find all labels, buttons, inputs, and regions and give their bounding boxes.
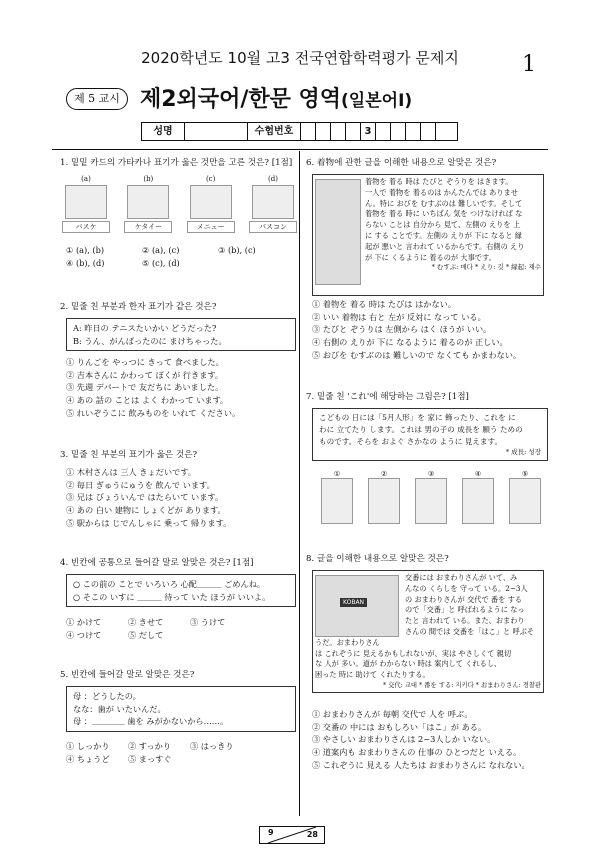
carp-streamer-image xyxy=(321,478,353,524)
option[interactable]: ④ 右側の えりが 下に なるように 着るのが 正しい。 xyxy=(312,337,508,348)
option[interactable]: ④ あの 話の ことは よく わかって います。 xyxy=(66,395,229,406)
q7-picture[interactable] xyxy=(412,470,450,524)
q8-passage-box xyxy=(312,570,544,693)
option[interactable]: ③ 先週 デパートで 友だちに あいました。 xyxy=(66,382,224,393)
card-text: ケタイー xyxy=(124,221,172,233)
gate-image xyxy=(368,478,400,524)
name-label: 성명 xyxy=(142,123,185,140)
exam-number-box[interactable] xyxy=(301,123,316,140)
option-number: ② xyxy=(380,470,388,478)
ema-image xyxy=(415,478,447,524)
current-page: 9 xyxy=(268,828,274,837)
q3-question: 3. 밑줄 친 부분의 표기가 옳은 것은? xyxy=(60,450,198,460)
option-number: ① xyxy=(333,470,341,478)
option[interactable]: ④ (b), (d) xyxy=(66,257,105,268)
q1-question: 1. 밑밑 카드의 가타카나 표기가 옳은 것만을 고른 것은? [1점] xyxy=(60,158,293,168)
exam-number-box[interactable] xyxy=(391,123,406,140)
option[interactable]: ⑤ まっすぐ xyxy=(128,753,172,764)
passage-line: ものです。そらを およぐ さかなの ように 見えます。 xyxy=(319,436,503,446)
page-counter xyxy=(259,826,325,844)
q1-card xyxy=(249,175,297,233)
q5-dialog-box xyxy=(66,686,296,732)
exam-title: 2020학년도 10월 고3 전국연합학력평가 문제지 xyxy=(141,49,459,67)
exam-number-box[interactable] xyxy=(316,123,331,140)
option[interactable]: ① かけて xyxy=(66,617,102,627)
passage-line: らない ことは 自分から 見て、左側の えりを 上 xyxy=(365,220,521,230)
option[interactable]: ② (a), (c) xyxy=(142,245,180,255)
passage-line: さんの 間では 交番を「はこ」と 呼ぶそうだ。おまわりさん xyxy=(315,626,535,647)
passage-line: 着物を 着る 時は たびと ぞうりを はきます。 xyxy=(365,177,513,186)
option[interactable]: ⑤ おびを むすぶのは 難しいので なくても かまわない。 xyxy=(312,349,522,360)
column-divider xyxy=(299,151,300,816)
page-number: 1 xyxy=(522,52,536,77)
option[interactable]: ⑤ だして xyxy=(128,629,164,640)
passage-line: 起が 悪いと 言われて いるからです。右側の えり xyxy=(365,241,525,251)
period-badge: 제 5 교시 xyxy=(66,88,128,110)
menu-icon xyxy=(190,185,232,219)
q2-dialog-box xyxy=(66,318,296,351)
passage-line: たと 言われて いる。また、おまわり xyxy=(405,616,525,626)
q7-picture[interactable] xyxy=(506,470,544,524)
exam-number-digit: 3 xyxy=(361,123,376,140)
option[interactable]: ④ ちょうど xyxy=(66,753,110,764)
dialog-line: 母 ：どうしたの。 xyxy=(73,691,141,701)
passage-line: こどもの 日には「5月人形」を 家に 飾ったり、これを に xyxy=(319,413,516,422)
option[interactable]: ④ つけて xyxy=(66,629,102,640)
q2-question: 2. 밑줄 친 부분과 한자 표기가 같은 것은? xyxy=(60,302,217,312)
subject-title xyxy=(140,82,412,113)
vocab-note: * 交代: 교대 * 番を する: 지키다 * おまわりさん: 경찰관 xyxy=(382,681,541,689)
header-rule xyxy=(52,149,548,150)
exam-number-box[interactable] xyxy=(331,123,346,140)
card-text: メニュー xyxy=(187,221,235,233)
option[interactable]: ② 吉本さんに かわって ぼくが 行きます。 xyxy=(66,369,224,380)
phone-icon xyxy=(127,185,169,219)
option[interactable]: ② きせて xyxy=(128,617,164,627)
passage-line: 一人で 着物を 着るのは かんたんでは ありませ xyxy=(365,187,518,197)
q6-options xyxy=(312,298,548,362)
q2-options xyxy=(66,356,296,420)
dialog-line: B: うん、がんばったのに まけちゃった。 xyxy=(73,335,227,346)
option[interactable]: ② 交番の 中には おもしろい「はこ」が ある。 xyxy=(312,721,487,732)
option[interactable]: ② すっかり xyxy=(128,741,172,751)
passage-line: ん。特に おびを むすぶのは 難しいです。そして xyxy=(365,198,523,208)
passage-line: わに 立てたり します。これは 男の子の 成長を 願う ための xyxy=(319,424,523,434)
q6-passage-box xyxy=(312,174,544,296)
laptop-icon xyxy=(252,185,294,219)
q1-cards xyxy=(62,175,297,233)
q1-card xyxy=(62,175,110,233)
passage-line: が 下に くるように 着るのが 大事です。 xyxy=(365,252,496,262)
option[interactable]: ① おまわりさんが 毎朝 交代で 人を 呼ぶ。 xyxy=(312,709,473,719)
vocab-note: * むすぶ: 매다 * えり: 깃 * 縁起: 재수 xyxy=(431,263,541,272)
q4-options xyxy=(66,616,296,641)
passage-line: な 人が 多い。道が わからない 時は 案内して くれるし、 xyxy=(315,659,502,669)
card-label: (c) xyxy=(205,175,216,183)
koban-sign: KOBAN xyxy=(340,598,367,607)
q4-sentence-box xyxy=(66,574,296,607)
wind-chime-image xyxy=(509,478,541,524)
option[interactable]: ③ はっきり xyxy=(190,741,234,751)
sentence-line: ○ この前の ことで いろいろ 心配＿＿＿ ごめんね。 xyxy=(73,579,266,589)
exam-number-box[interactable] xyxy=(421,123,436,140)
option[interactable]: ③ たびと ぞうりは 左側から はく ほうが いい。 xyxy=(312,324,492,335)
option[interactable]: ① (a), (b) xyxy=(66,245,105,255)
option[interactable]: ① 着物を 着る 時は たびは はかない。 xyxy=(312,299,457,309)
card-label: (d) xyxy=(268,175,278,183)
option[interactable]: ⑤ これぞうに 見える 人たちは おまわりさんに なれない。 xyxy=(312,759,530,770)
q3-options xyxy=(66,466,296,530)
q7-passage-box xyxy=(312,408,548,461)
option[interactable]: ③ 兄は びょういんで はたらいて います。 xyxy=(66,492,224,503)
passage-line: 着物を 着る 時に いちばん 気を つけなければ な xyxy=(365,209,523,219)
passage-line: は これぞうに 見えるかもしれないが、実は やさしくて 親切 xyxy=(315,648,512,658)
q1-card xyxy=(187,175,235,233)
q7-picture-options xyxy=(318,470,544,524)
subject-sub: (일본어Ⅰ) xyxy=(341,91,413,111)
option[interactable]: ③ うけて xyxy=(190,617,226,627)
q8-options xyxy=(312,708,548,772)
sentence-line: ○ そこの いすに ＿＿＿ 待って いた ほうが いいよ。 xyxy=(73,591,271,602)
option-number: ④ xyxy=(474,470,482,478)
subject-main: 제2외국어/한문 영역 xyxy=(140,87,342,112)
card-label: (a) xyxy=(81,175,91,183)
exam-number-box[interactable] xyxy=(406,123,421,140)
option[interactable]: ⑤ れいぞうこに 飲みものを いれて ください。 xyxy=(66,407,241,418)
q5-question: 5. 빈칸에 들어갈 말로 알맞은 것은? xyxy=(60,670,195,680)
option-number: ③ xyxy=(427,470,435,478)
q7-picture[interactable] xyxy=(459,470,497,524)
card-text: バスケ xyxy=(62,221,110,233)
q6-question: 6. 着物에 관한 글을 이해한 내용으로 알맞은 것은? xyxy=(306,158,497,168)
passage-line: ので「交番」と 呼ばれるように なっ xyxy=(405,605,525,615)
dialog-line: なな：歯が いたいんだ。 xyxy=(73,703,166,714)
option[interactable]: ⑤ 駅からは じでんしゃに 乗って 帰ります。 xyxy=(66,517,232,528)
q7-picture[interactable] xyxy=(365,470,403,524)
exam-number-box[interactable] xyxy=(346,123,361,140)
passage-line: の おまわりさんが 交代で 番を する xyxy=(405,594,522,604)
koban-police-image xyxy=(315,575,399,637)
dialog-line: A: 昨日の テニスたいかい どうだった? xyxy=(73,323,217,333)
tv-icon xyxy=(65,185,107,219)
option[interactable]: ③ (b), (c) xyxy=(218,245,256,255)
passage-line: 交番には おまわりさんが いて、み xyxy=(405,573,518,582)
passage-line: んなの くらしを 守って いる。2~3人 xyxy=(405,583,528,593)
q1-options xyxy=(66,244,296,269)
option[interactable]: ④ あの 白い 建物に しょくどが あります。 xyxy=(66,505,226,516)
q5-options xyxy=(66,740,296,765)
option[interactable]: ⑤ (c), (d) xyxy=(142,257,180,268)
q4-question: 4. 빈칸에 공통으로 들어갈 말로 알맞은 것은? [1점] xyxy=(60,558,254,568)
q7-picture[interactable] xyxy=(318,470,356,524)
q8-question: 8. 글을 이해한 내용으로 알맞은 것은? xyxy=(306,554,449,564)
option[interactable]: ③ やさしい おまわりさんは 2~3人しか いない。 xyxy=(312,734,496,745)
charm-image xyxy=(462,478,494,524)
dialog-line: 母 ：＿＿＿＿ 歯を みがかないから……。 xyxy=(73,716,229,727)
name-field[interactable] xyxy=(185,123,248,140)
option[interactable]: ① しっかり xyxy=(66,741,110,751)
q7-question: 7. 밑줄 친 'これ'에 해당하는 그림은? [1점] xyxy=(306,392,469,402)
total-pages: 28 xyxy=(306,830,318,839)
option[interactable]: ① りんごを やっつに きって 食べました。 xyxy=(66,357,224,367)
option[interactable]: ④ 道案内も おまわりさんの 仕事の ひとつだと いえる。 xyxy=(312,747,522,758)
card-text: パスコン xyxy=(249,221,297,233)
option[interactable]: ② 毎日 ぎゅうにゅうを 飲んで います。 xyxy=(66,479,215,490)
option[interactable]: ① 木村さんは 三人 きょだいです。 xyxy=(66,467,196,477)
option[interactable]: ② いい 着物は 右と 左が 反対に なって いる。 xyxy=(312,311,486,322)
exam-number-box[interactable] xyxy=(376,123,391,140)
student-info-bar xyxy=(141,122,458,141)
exam-number-label: 수험번호 xyxy=(248,123,301,140)
passage-line: に する ことです。左側の えりが 下に なると 縁 xyxy=(365,230,522,240)
card-label: (b) xyxy=(143,175,154,183)
vocab-note: * 成長: 성장 xyxy=(505,448,541,457)
kimono-woman-image xyxy=(315,179,361,285)
exam-number-box[interactable] xyxy=(436,123,450,140)
option-number: ⑤ xyxy=(521,470,529,478)
passage-line: 困った 時に 助けて くれたりする。 xyxy=(315,670,430,680)
q1-card xyxy=(124,175,172,233)
